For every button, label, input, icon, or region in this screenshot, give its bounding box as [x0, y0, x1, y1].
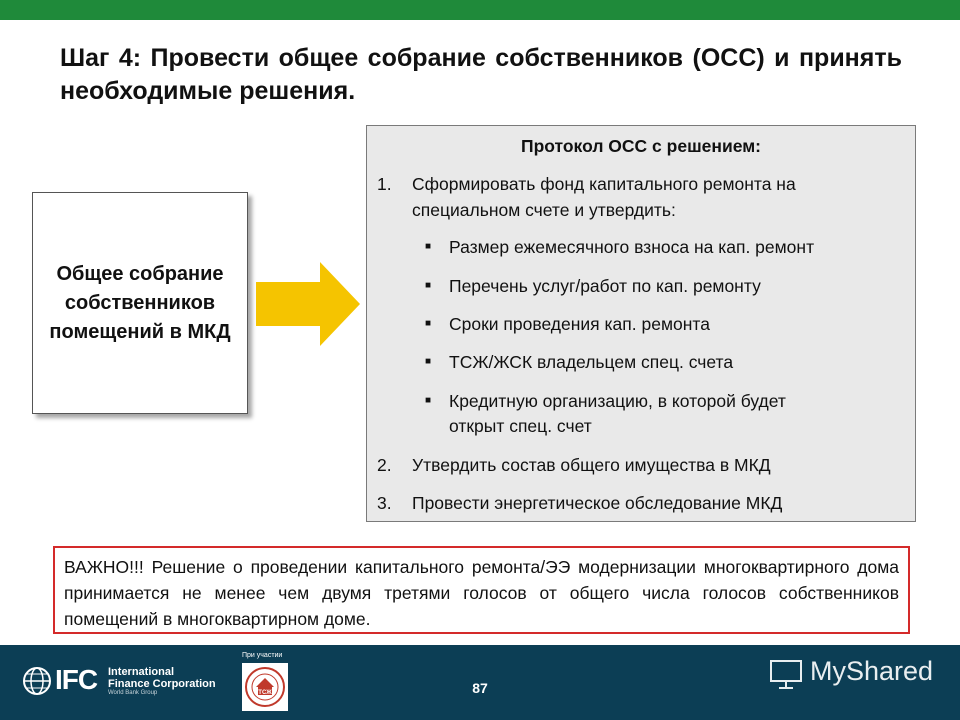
- page-title: Шаг 4: Провести общее собрание собственников (ОСС) и принять необходимые решения.: [60, 44, 902, 105]
- protocol-title: Протокол ОСС с решением:: [520, 136, 761, 156]
- bullet-item: Размер ежемесячного взноса на кап. ремонт: [449, 237, 815, 257]
- meeting-box: [32, 192, 248, 414]
- ifc-subtitle: World Bank Group: [108, 690, 158, 696]
- ifc-name-line-2: Finance Corporation: [108, 678, 216, 690]
- bullet-item-continuation: открыт спец. счет: [449, 416, 592, 436]
- arrow-right-icon: [256, 262, 360, 346]
- important-note: ВАЖНО!!! Решение о проведении капитального ремонта/ЭЭ модернизации многоквартирного дома принимается не менее чем двумя третями голосов от общего числа голосов собственников помещений в многоквартирном доме.: [53, 546, 910, 634]
- item-3-number: 3.: [377, 493, 392, 513]
- ifc-name: [108, 666, 216, 690]
- bullet-item: Перечень услуг/работ по кап. ремонту: [449, 276, 761, 296]
- myshared-watermark: [768, 654, 943, 694]
- participation-label: При участии: [242, 652, 283, 659]
- ifc-letters: IFC: [55, 664, 98, 695]
- item-1-line-1: Сформировать фонд капитального ремонта на: [412, 174, 796, 194]
- bullet-icon: ■: [425, 241, 432, 252]
- item-2-number: 2.: [377, 455, 392, 475]
- bullet-icon: ■: [425, 356, 432, 367]
- bullet-item: Кредитную организацию, в которой будет: [449, 391, 786, 411]
- item-3-text: Провести энергетическое обследование МКД: [412, 493, 783, 513]
- page-number: 87: [472, 680, 488, 696]
- ifc-logo: [22, 662, 222, 702]
- bullet-icon: ■: [425, 395, 432, 406]
- top-bar: [0, 0, 960, 20]
- tszh-logo-text: ТСЖ: [258, 690, 272, 696]
- item-2-text: Утвердить состав общего имущества в МКД: [412, 455, 771, 475]
- tszh-association-logo: [242, 663, 288, 711]
- bullet-icon: ■: [425, 280, 432, 291]
- projector-screen-icon: [768, 658, 804, 690]
- ifc-name-line-1: International: [108, 666, 175, 678]
- protocol-box: [366, 125, 916, 522]
- bullet-icon: ■: [425, 318, 432, 329]
- myshared-text: MyShared: [810, 656, 934, 686]
- item-1-number: 1.: [377, 174, 392, 194]
- globe-icon: [22, 666, 52, 696]
- bullet-item: ТСЖ/ЖСК владельцем спец. счета: [449, 352, 734, 372]
- meeting-box-text: Общее собрание собственников помещений в МКД: [49, 262, 231, 343]
- bullet-item: Сроки проведения кап. ремонта: [449, 314, 710, 334]
- item-1-line-2: специальном счете и утвердить:: [412, 200, 676, 220]
